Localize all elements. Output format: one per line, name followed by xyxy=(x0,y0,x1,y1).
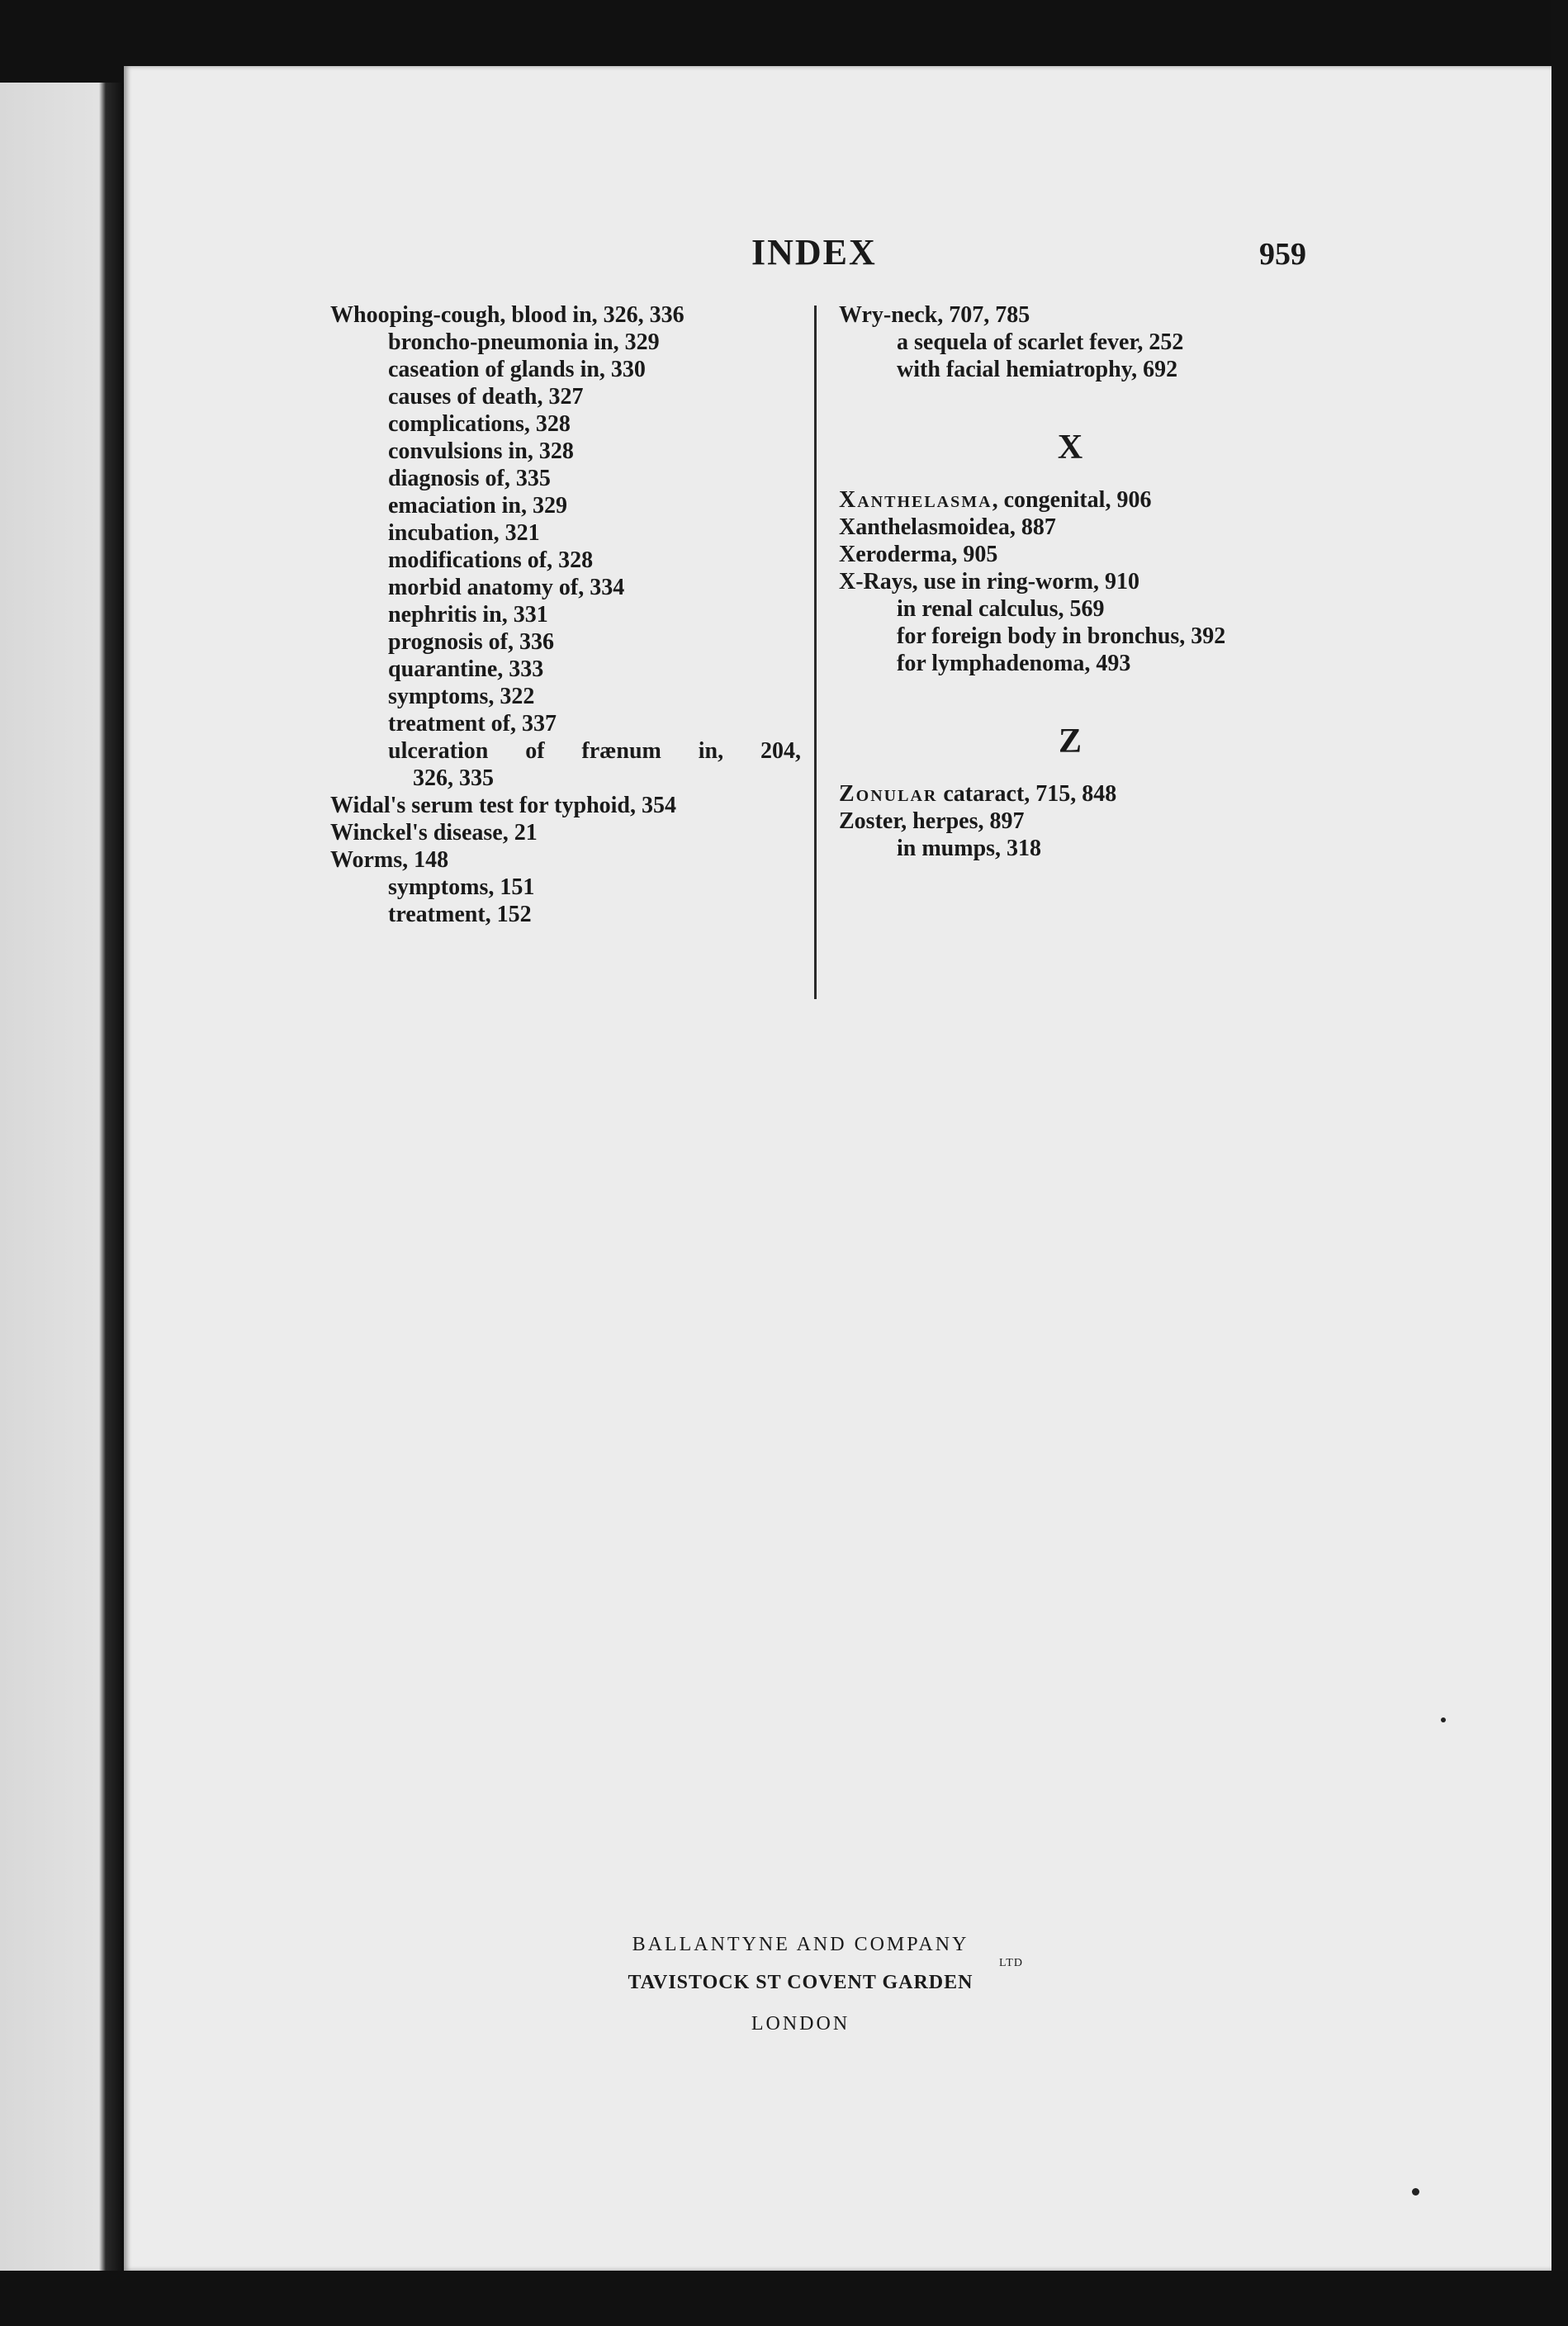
index-entry-sub: for lymphadenoma, 493 xyxy=(897,651,1131,676)
index-entry-sub: emaciation in, 329 xyxy=(388,493,567,519)
index-entry-sub: incubation, 321 xyxy=(388,520,540,546)
index-entry-sub: causes of death, 327 xyxy=(388,384,584,410)
index-entry-main: Worms, 148 xyxy=(330,847,449,873)
printer-imprint xyxy=(124,1932,1551,2036)
index-entry-sub: ulceration of frænum in, 204, xyxy=(388,738,801,764)
imprint-company: BALLANTYNE AND COMPANY xyxy=(632,1934,969,1955)
imprint-city: LONDON xyxy=(751,2013,850,2035)
index-entry-sub: prognosis of, 336 xyxy=(388,629,554,655)
page-title: INDEX xyxy=(751,232,877,272)
column-divider xyxy=(814,306,817,999)
page-number: 959 xyxy=(1259,237,1306,272)
index-entry-continuation: 326, 335 xyxy=(413,765,494,791)
index-entry-main: X-Rays, use in ring-worm, 910 xyxy=(839,569,1139,595)
index-entry-sub: treatment, 152 xyxy=(388,902,532,927)
index-entry-main: Xeroderma, 905 xyxy=(839,542,998,567)
index-entry-main: Widal's serum test for typhoid, 354 xyxy=(330,793,676,818)
index-entry-main xyxy=(839,486,1450,514)
index-page xyxy=(124,66,1551,2271)
index-entry-main: Winckel's disease, 21 xyxy=(330,820,538,846)
entry-text: cataract, 715, 848 xyxy=(937,781,1117,807)
imprint-address: TAVISTOCK ST COVENT GARDEN xyxy=(628,1972,973,1993)
entry-text: , congenital, 906 xyxy=(992,487,1152,513)
index-entry-sub: nephritis in, 331 xyxy=(388,602,548,628)
index-column-right xyxy=(839,301,1450,862)
index-entry-sub: treatment of, 337 xyxy=(388,711,557,737)
scan-bottom-edge xyxy=(0,2271,1568,2326)
scan-speck xyxy=(1441,1717,1446,1722)
index-entry-main: Zoster, herpes, 897 xyxy=(839,808,1025,834)
scan-speck xyxy=(1412,2188,1419,2196)
section-letter-z: Z xyxy=(1058,722,1082,760)
index-entry-sub: convulsions in, 328 xyxy=(388,438,574,464)
index-entry-sub: symptoms, 151 xyxy=(388,874,535,900)
index-entry-sub: caseation of glands in, 330 xyxy=(388,357,646,382)
index-entry-main xyxy=(839,780,1450,808)
index-entry-sub: with facial hemiatrophy, 692 xyxy=(897,357,1178,382)
index-entry-main: Xanthelasmoidea, 887 xyxy=(839,514,1056,540)
entry-headword: Zonular xyxy=(839,781,938,807)
section-letter-x: X xyxy=(1057,429,1083,467)
index-entry-sub: symptoms, 322 xyxy=(388,684,535,709)
index-entry-sub: morbid anatomy of, 334 xyxy=(388,575,625,600)
imprint-ltd: LTD xyxy=(999,1957,1023,1969)
scan-right-edge xyxy=(1551,0,1568,2326)
index-entry-sub: a sequela of scarlet fever, 252 xyxy=(897,329,1184,355)
index-entry-sub: for foreign body in bronchus, 392 xyxy=(897,623,1226,649)
index-entry-sub: complications, 328 xyxy=(388,411,571,437)
index-entry-sub: broncho-pneumonia in, 329 xyxy=(388,329,660,355)
page-header xyxy=(124,231,1551,281)
index-entry-sub: in mumps, 318 xyxy=(897,836,1042,861)
index-entry-sub: quarantine, 333 xyxy=(388,656,544,682)
entry-headword: Xanthelasma xyxy=(839,487,992,513)
index-entry-sub: in renal calculus, 569 xyxy=(897,596,1105,622)
index-entry-sub: diagnosis of, 335 xyxy=(388,466,551,491)
index-column-left xyxy=(330,301,925,928)
index-entry-main: Wry-neck, 707, 785 xyxy=(839,302,1030,328)
index-entry-main: Whooping-cough, blood in, 326, 336 xyxy=(330,302,685,328)
index-entry-sub: modifications of, 328 xyxy=(388,547,594,573)
